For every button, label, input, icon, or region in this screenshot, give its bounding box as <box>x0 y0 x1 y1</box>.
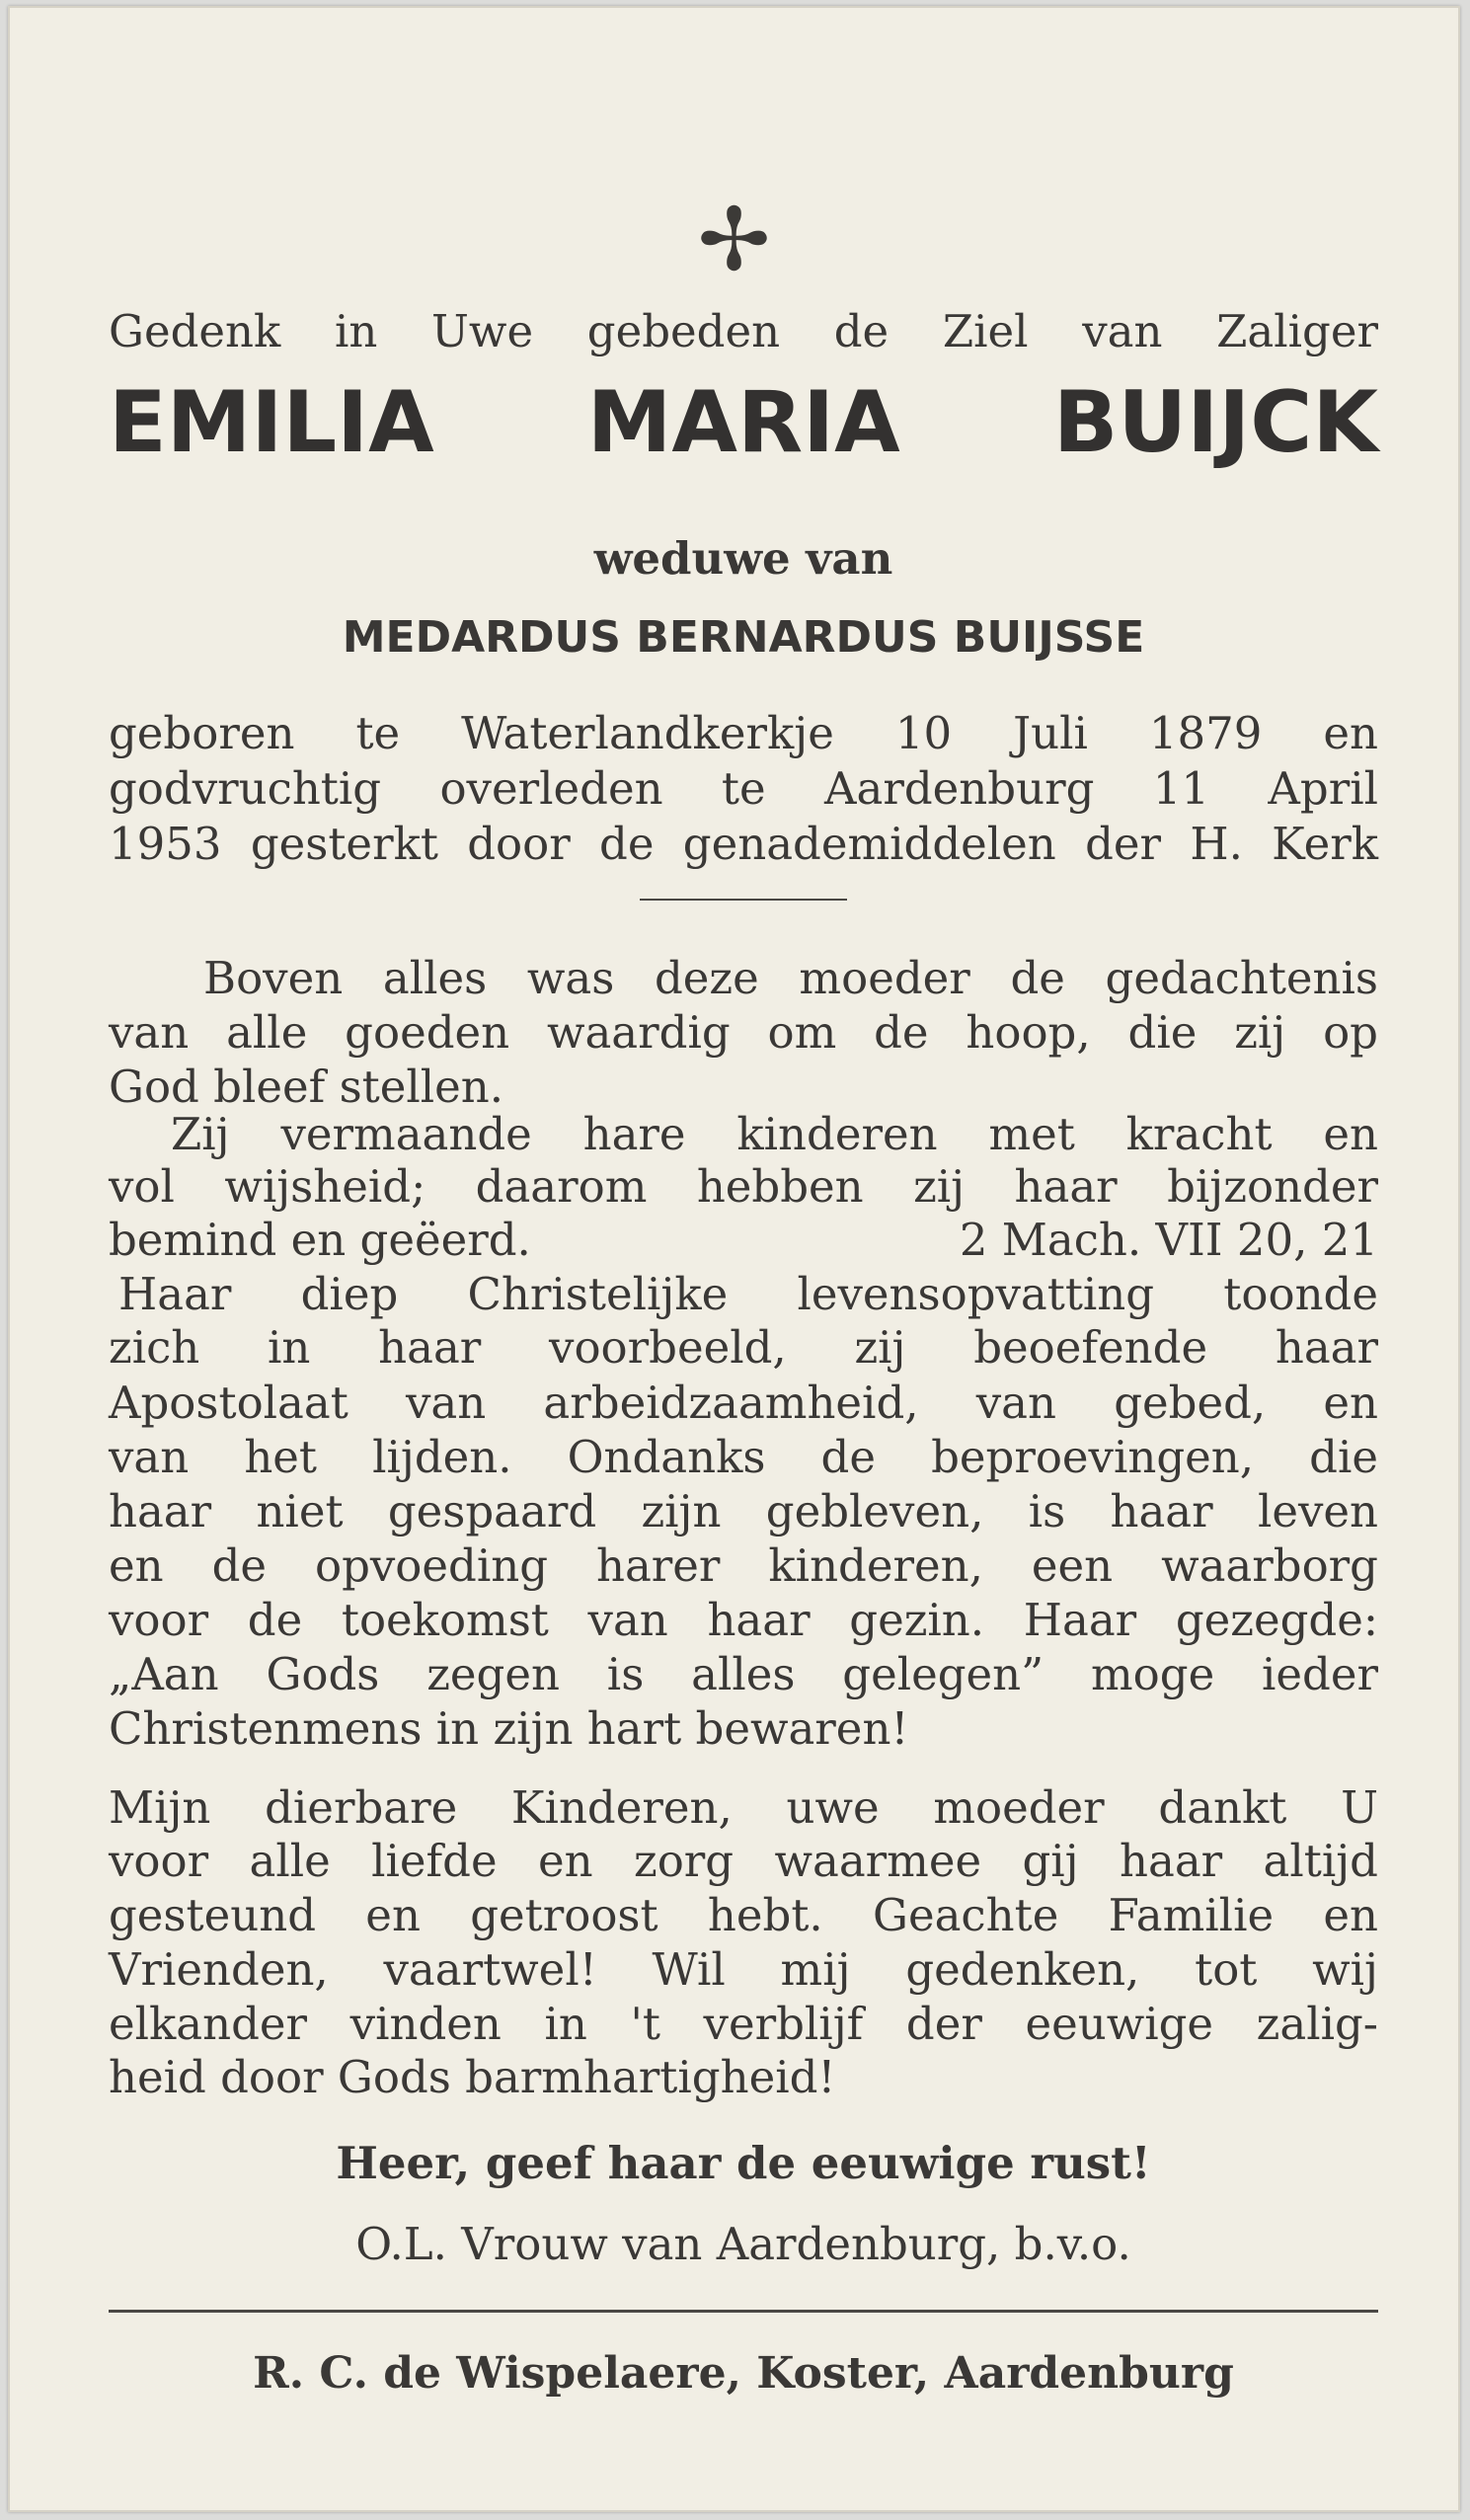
paragraph-1-line-2: van alle goeden waardig om de hoop, die zij op <box>109 1006 1378 1059</box>
divider-long <box>109 2310 1378 2313</box>
paragraph-4-line-1: Mijn dierbare Kinderen, uwe moeder dankt U <box>109 1781 1378 1834</box>
paragraph-1-line-3: God bleef stellen. <box>109 1061 504 1113</box>
prayer-line: Heer, geef haar de eeuwige rust! <box>336 2137 1151 2189</box>
paragraph-3-line-4: van het lijden. Ondanks de beproevingen, die <box>109 1431 1378 1483</box>
deceased-name: EMILIA MARIA BUIJCK <box>109 373 1378 472</box>
paragraph-3-line-3: Apostolaat van arbeidzaamheid, van gebed, en <box>109 1377 1378 1429</box>
paragraph-3-line-9: Christenmens in zijn hart bewaren! <box>109 1702 909 1755</box>
paragraph-3-line-5: haar niet gespaard zijn gebleven, is haar leven <box>109 1485 1378 1537</box>
birth-death-line-1: geboren te Waterlandkerkje 10 Juli 1879 en <box>109 707 1378 759</box>
memorial-card <box>8 6 1460 2512</box>
invocation-line: O.L. Vrouw van Aardenburg, b.v.o. <box>355 2218 1131 2270</box>
paragraph-4-line-3: gesteund en getroost hebt. Geachte Familie en <box>109 1889 1378 1941</box>
widow-of-label: weduwe van <box>593 532 893 585</box>
cross-icon: ✢ <box>697 189 771 290</box>
paragraph-3-line-8: „Aan Gods zegen is alles gelegen” moge ieder <box>109 1648 1378 1700</box>
paragraph-2-line-3: bemind en geëerd. <box>109 1214 531 1266</box>
birth-death-line-3: 1953 gesterkt door de genademiddelen der H. Kerk <box>109 818 1378 870</box>
divider-short <box>640 899 847 901</box>
printer-credit: R. C. de Wispelaere, Koster, Aardenburg <box>253 2348 1234 2399</box>
spouse-name: MEDARDUS BERNARDUS BUIJSSE <box>342 612 1145 663</box>
paragraph-2-line-2: vol wijsheid; daarom hebben zij haar bijzonder <box>109 1160 1378 1213</box>
paragraph-4-line-5: elkander vinden in 't verblijf der eeuwige zalig- <box>109 1998 1378 2050</box>
paragraph-4-line-6: heid door Gods barmhartigheid! <box>109 2051 836 2103</box>
paragraph-3-line-2: zich in haar voorbeeld, zij beoefende haar <box>109 1321 1378 1374</box>
intro-line: Gedenk in Uwe gebeden de Ziel van Zaliger <box>109 305 1378 357</box>
paragraph-4-line-2: voor alle liefde en zorg waarmee gij haar altijd <box>109 1835 1378 1887</box>
paragraph-1-line-1: Boven alles was deze moeder de gedachtenis <box>203 952 1378 1004</box>
scripture-reference: 2 Mach. VII 20, 21 <box>959 1214 1378 1266</box>
paragraph-3-line-1: Haar diep Christelijke levensopvatting toonde <box>118 1268 1378 1320</box>
paragraph-3-line-7: voor de toekomst van haar gezin. Haar gezegde: <box>109 1594 1378 1646</box>
paragraph-2-line-1: Zij vermaande hare kinderen met kracht en <box>171 1108 1378 1160</box>
paragraph-3-line-6: en de opvoeding harer kinderen, een waarborg <box>109 1539 1378 1592</box>
birth-death-line-2: godvruchtig overleden te Aardenburg 11 April <box>109 762 1378 815</box>
paragraph-4-line-4: Vrienden, vaartwel! Wil mij gedenken, tot wij <box>109 1943 1378 1996</box>
